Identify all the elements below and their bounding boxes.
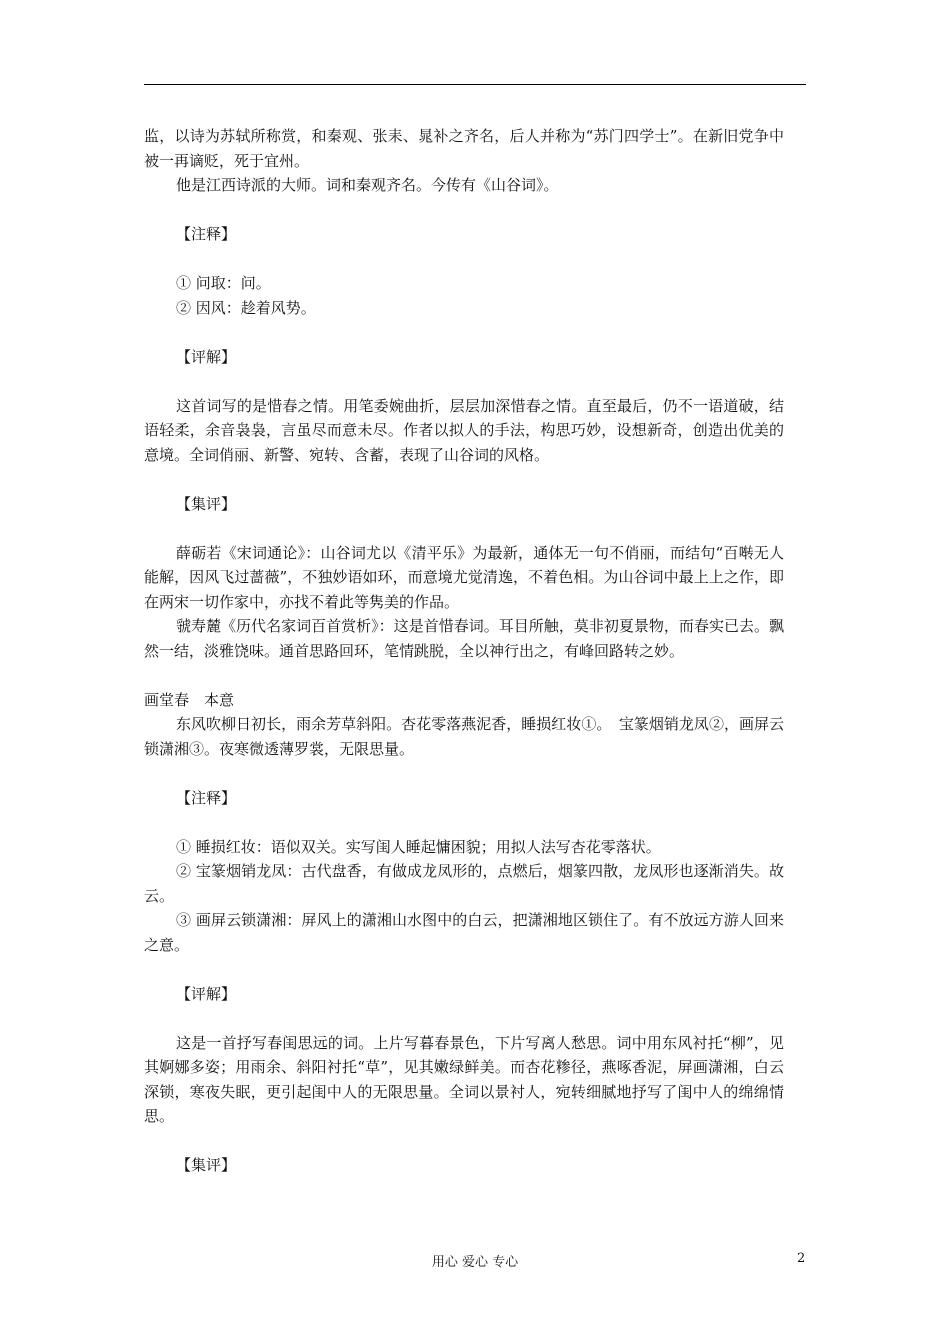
analysis-paragraph: 这首词写的是惜春之情。用笔委婉曲折，层层加深惜春之情。直至最后，仍不一语道破，结语轻柔，余音袅袅，言虽尽而意未尽。作者以拟人的手法，构思巧妙，设想新奇，创造出优美的意境。全词俏丽、新警、宛转、含蓄，表现了山谷词的风格。 bbox=[144, 396, 784, 464]
notes-heading: 【注释】 bbox=[176, 788, 237, 807]
comment-paragraph: 薛砺若《宋词通论》：山谷词尤以《清平乐》为最新，通体无一句不俏丽，而结句“百啭无人能解，因风飞过蔷薇”，不独妙语如环，而意境尤觉清逸，不着色相。为山谷词中最上上之作，即在两宋一切作家中，亦找不着此等隽美的作品。 bbox=[144, 543, 784, 611]
header-rule bbox=[144, 84, 806, 85]
analysis-heading: 【评解】 bbox=[176, 347, 237, 366]
poem-title: 画堂春 本意 bbox=[144, 690, 235, 709]
analysis-heading: 【评解】 bbox=[176, 984, 237, 1003]
notes-heading: 【注释】 bbox=[176, 225, 237, 243]
comments-heading: 【集评】 bbox=[176, 494, 237, 513]
note-item: ③ 画屏云锁潇湘：屏风上的潇湘山水图中的白云，把潇湘地区锁住了。有不放远方游人回来之意。 bbox=[144, 911, 784, 954]
bio-paragraph-2: 他是江西诗派的大师。词和秦观齐名。今传有《山谷词》。 bbox=[176, 176, 559, 194]
footer-text: 用心 爱心 专心 bbox=[431, 1255, 519, 1270]
note-item: ② 宝篆烟销龙凤：古代盘香，有做成龙凤形的，点燃后，烟篆四散，龙凤形也逐渐消失。故云。 bbox=[144, 862, 784, 905]
comments-heading: 【集评】 bbox=[176, 1156, 237, 1174]
comment-paragraph: 虢寿麓《历代名家词百首赏析》：这是首惜春词。耳目所触，莫非初夏景物，而春实已去。飘然一结，淡雅饶味。通首思路回环，笔情跳脱，全以神行出之，有峰回路转之妙。 bbox=[144, 617, 784, 660]
poem-text: 东风吹柳日初长，雨余芳草斜阳。杏花零落燕泥香，睡损红妆①。 宝篆烟销龙凤②，画屏云锁潇湘③。夜寒微透薄罗裳，无限思量。 bbox=[144, 715, 784, 758]
note-item: ① 问取：问。 bbox=[176, 274, 271, 292]
note-item: ② 因风：趁着风势。 bbox=[176, 298, 316, 317]
note-item: ① 睡损红妆：语似双关。实写闺人睡起慵困貌；用拟人法写杏花零落状。 bbox=[176, 837, 661, 856]
document-body bbox=[144, 124, 784, 1178]
bio-paragraph: 监，以诗为苏轼所称赏，和秦观、张耒、晁补之齐名，后人并称为“苏门四学士”。在新旧党争中被一再谪贬，死于宜州。 bbox=[144, 127, 784, 170]
page-number: 2 bbox=[797, 1251, 806, 1266]
analysis-paragraph: 这是一首抒写春闺思远的词。上片写暮春景色，下片写离人愁思。词中用东风衬托“柳”，见其婀娜多姿；用雨余、斜阳衬托“草”，见其嫩绿鲜美。而杏花糁径，燕啄香泥，屏画潇湘，白云深锁，寒夜失眠，更引起闺中人的无限思量。全词以景衬人，宛转细腻地抒写了闺中人的绵绵情思。 bbox=[144, 1033, 784, 1125]
